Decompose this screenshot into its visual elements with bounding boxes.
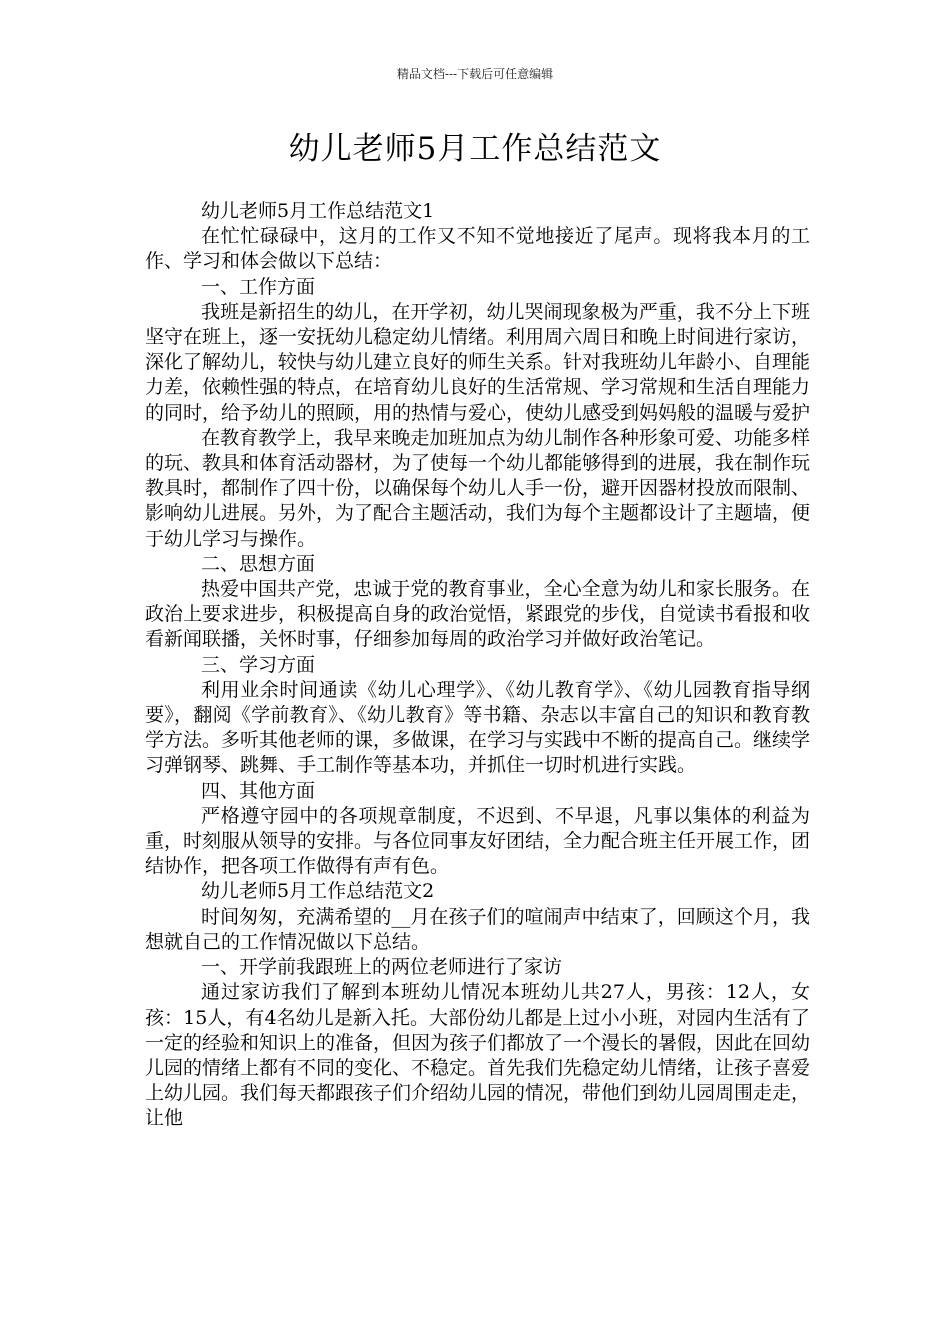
paragraph: 时间匆匆，充满希望的__月在孩子们的喧闹声中结束了，回顾这个月，我想就自己的工作情况做以下总结。 [145,905,810,953]
section-heading: 三、学习方面 [201,653,316,676]
section-heading: 二、思想方面 [201,552,316,575]
paragraph: 在教育教学上，我早来晚走加班加点为幼儿制作各种形象可爱、功能多样的玩、教具和体育活动器材，为了使每一个幼儿都能够得到的进展，我在制作玩教具时，都制作了四十份，以确保每个幼儿人手一份，避开因器材投放而限制、影响幼儿进展。另外，为了配合主题活动，我们为每个主题都设计了主题墙，便于幼儿学习与操作。 [145,426,811,550]
paragraph: 严格遵守园中的各项规章制度，不迟到、不早退，凡事以集体的利益为重，时刻服从领导的安排。与各位同事友好团结，全力配合班主任开展工作，团结协作，把各项工作做得有声有色。 [145,804,811,878]
section-heading: 一、开学前我跟班上的两位老师进行了家访 [201,956,563,979]
section-heading: 幼儿老师5月工作总结范文1 [201,200,435,222]
paragraph: 通过家访我们了解到本班幼儿情况本班幼儿共27人，男孩：12人，女孩：15人，有4名幼儿是新入托。大部份幼儿都是上过小小班，对园内生活有了一定的经验和知识上的准备，但因为孩子们都放了一个漫长的暑假，因此在回幼儿园的情绪上都有不同的变化、不稳定。首先我们先稳定幼儿情绪，让孩子喜爱上幼儿园。我们每天都跟孩子们介绍幼儿园的情况，带他们到幼儿园周围走走，让他 [145,981,811,1130]
paragraph: 我班是新招生的幼儿，在开学初，幼儿哭闹现象极为严重，我不分上下班坚守在班上，逐一安抚幼儿稳定幼儿情绪。利用周六周日和晚上时间进行家访，深化了解幼儿，较快与幼儿建立良好的师生关系。针对我班幼儿年龄小、自理能力差，依赖性强的特点，在培育幼儿良好的生活常规、学习常规和生活自理能力的同时，给予幼儿的照顾，用的热情与爱心，使幼儿感受到妈妈般的温暖与爱护 [145,300,811,424]
section-heading: 幼儿老师5月工作总结范文2 [201,880,435,903]
document-title: 幼儿老师5月工作总结范文 [288,131,662,167]
paragraph: 热爱中国共产党，忠诚于党的教育事业，全心全意为幼儿和家长服务。在政治上要求进步，积极提高自身的政治觉悟，紧跟党的步伐，自觉读书看报和收看新闻联播，关怀时事，仔细参加每周的政治学习并做好政治笔记。 [145,578,811,651]
document-body [145,199,810,1132]
paragraph: 在忙忙碌碌中，这月的工作又不知不觉地接近了尾声。现将我本月的工作、学习和体会做以下总结： [145,225,810,273]
section-heading: 四、其他方面 [201,779,316,802]
section-heading: 一、工作方面 [201,275,316,298]
paragraph: 利用业余时间通读《幼儿心理学》、《幼儿教育学》、《幼儿园教育指导纲要》，翻阅《学前教育》、《幼儿教育》等书籍、杂志以丰富自己的知识和教育教学方法。多听其他老师的课，多做课，在学习与实践中不断的提高自己。继续学习弹钢琴、跳舞、手工制作等基本功，并抓住一切时机进行实践。 [145,678,811,777]
page-header-watermark: 精品文档---下载后可任意编辑 [396,67,554,81]
